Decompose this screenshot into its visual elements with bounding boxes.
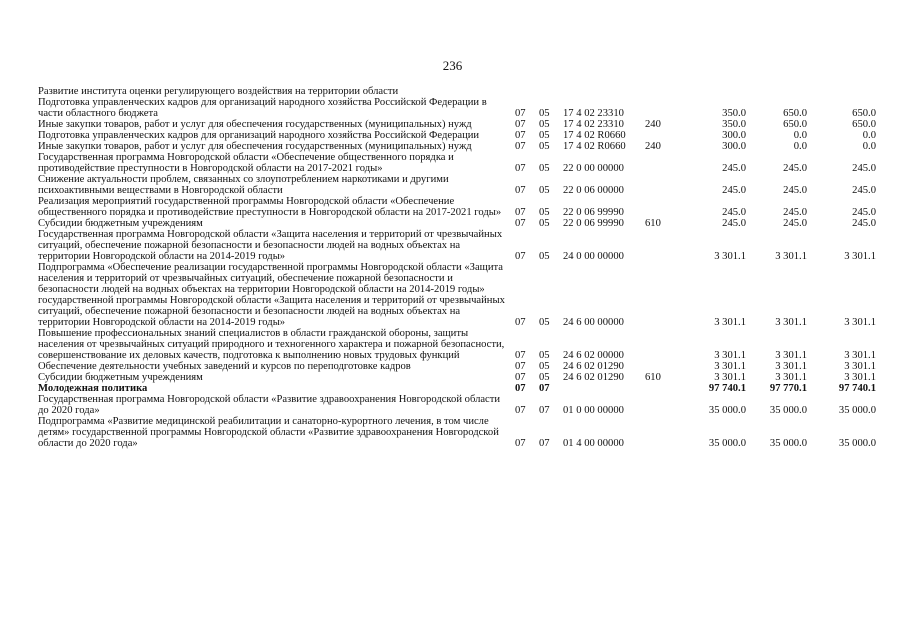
subsection-code: 05: [539, 163, 550, 174]
row-name: Обеспечение деятельности учебных заведений и курсов по переподготовке кадров: [38, 361, 411, 372]
expense-type-code: 240: [645, 119, 661, 130]
target-article-code: 01 0 00 00000: [563, 405, 624, 416]
target-article-code: 22 0 06 99990: [563, 218, 624, 229]
table-row: [38, 174, 876, 196]
row-name: Субсидии бюджетным учреждениям: [38, 372, 203, 383]
amount-year-3: 35 000.0: [838, 438, 876, 449]
section-code: 07: [515, 207, 526, 218]
amount-year-1: 300.0: [722, 130, 746, 141]
target-article-code: 24 0 00 00000: [563, 251, 624, 262]
subsection-code: 05: [539, 372, 550, 383]
amount-year-3: 245.0: [852, 207, 876, 218]
expense-type-code: [645, 196, 685, 218]
section-code: 07: [515, 141, 526, 152]
target-article-code: 01 4 00 00000: [563, 438, 624, 449]
target-article-code: 17 4 02 R0660: [563, 130, 626, 141]
amount-year-1: 350.0: [722, 119, 746, 130]
row-name: Молодежная политика: [38, 383, 148, 394]
target-article-code: [563, 383, 645, 394]
amount-year-1: 3 301.1: [714, 361, 746, 372]
amount-year-2: 650.0: [783, 108, 807, 119]
subsection-code: 05: [539, 141, 550, 152]
subsection-code: [539, 86, 563, 97]
table-row: [38, 328, 876, 361]
section-code: 07: [515, 108, 526, 119]
table-row: [38, 86, 876, 97]
amount-year-3: 650.0: [852, 119, 876, 130]
section-code: 07: [515, 218, 526, 229]
amount-year-1: 3 301.1: [714, 251, 746, 262]
section-code: 07: [515, 163, 526, 174]
expense-type-code: [645, 383, 685, 394]
expense-type-code: [645, 328, 685, 361]
amount-year-1: 3 301.1: [714, 350, 746, 361]
amount-year-2: 0.0: [793, 130, 807, 141]
expense-type-code: [645, 174, 685, 196]
expense-type-code: 240: [645, 141, 661, 152]
amount-year-2: 35 000.0: [769, 405, 807, 416]
amount-year-3: 3 301.1: [844, 361, 876, 372]
amount-year-2: 245.0: [783, 207, 807, 218]
amount-year-2: 245.0: [783, 185, 807, 196]
expense-type-code: [645, 361, 685, 372]
amount-year-3: 35 000.0: [838, 405, 876, 416]
target-article-code: 22 0 00 00000: [563, 163, 624, 174]
row-name: Государственная программа Новгородской области «Обеспечение общественного порядка и противодействие преступности в Новгородской области на 2017-2021 годы»: [38, 152, 454, 174]
subsection-code: 05: [539, 185, 550, 196]
row-name: Снижение актуальности проблем, связанных со злоупотреблением наркотиками и другими психоактивными веществами в Новгородской области: [38, 174, 449, 196]
row-name: Развитие института оценки регулирующего воздействия на территории области: [38, 86, 399, 97]
amount-year-1: 245.0: [722, 163, 746, 174]
amount-year-3: 245.0: [852, 163, 876, 174]
target-article-code: 22 0 06 00000: [563, 185, 624, 196]
table-row: [38, 394, 876, 416]
expense-type-code: [645, 130, 685, 141]
expense-type-code: [645, 262, 685, 328]
amount-year-2: 245.0: [783, 218, 807, 229]
row-name: Подготовка управленческих кадров для организаций народного хозяйства Российской Федерации в части областного бюджета: [38, 97, 487, 119]
amount-year-3: 0.0: [862, 130, 876, 141]
target-article-code: 17 4 02 R0660: [563, 141, 626, 152]
table-row: [38, 218, 876, 229]
table-row: [38, 262, 876, 328]
amount-year-2: 3 301.1: [775, 372, 807, 383]
expense-type-code: 610: [645, 218, 661, 229]
amount-year-3: 245.0: [852, 218, 876, 229]
subsection-code: 05: [539, 317, 550, 328]
row-name: Подпрограмма «Обеспечение реализации государственной программы Новгородской области «Защита населения и территорий от чрезвычайных ситуаций, обеспечение пожарной безопасности и безопасности людей на водных объектах на территории Новгородской области на 2014-2019 годы» государственной программы Новгородской области «Защита населения и территорий от чрезвычайных ситуаций, обеспечение пожарной безопасности и безопасности людей на водных объектах на территории Новгородской области на 2014-2019 годы»: [38, 262, 505, 328]
amount-year-3: 650.0: [852, 108, 876, 119]
budget-table: [38, 86, 876, 449]
expense-type-code: [645, 86, 685, 97]
section-code: 07: [515, 405, 526, 416]
amount-year-3: 97 740.1: [838, 383, 876, 394]
row-name: Иные закупки товаров, работ и услуг для обеспечения государственных (муниципальных) нужд: [38, 141, 472, 152]
row-name: Подпрограмма «Развитие медицинской реабилитации и санаторно-курортного лечения, в том числе детям» государственной программы Новгородской области «Развитие здравоохранения Новгородской области до 2020 года»: [38, 416, 499, 449]
expense-type-code: [645, 416, 685, 449]
amount-year-1: 245.0: [722, 207, 746, 218]
amount-year-3: 245.0: [852, 185, 876, 196]
section-code: 07: [515, 383, 526, 394]
amount-year-1: 35 000.0: [708, 405, 746, 416]
table-row: [38, 97, 876, 119]
section-code: 07: [515, 130, 526, 141]
expense-type-code: [645, 229, 685, 262]
subsection-code: 05: [539, 361, 550, 372]
target-article-code: 24 6 00 00000: [563, 317, 624, 328]
amount-year-1: [685, 86, 746, 97]
section-code: 07: [515, 361, 526, 372]
row-name: Субсидии бюджетным учреждениям: [38, 218, 203, 229]
subsection-code: 05: [539, 350, 550, 361]
target-article-code: 22 0 06 99990: [563, 207, 624, 218]
amount-year-2: 3 301.1: [775, 251, 807, 262]
target-article-code: 24 6 02 00000: [563, 350, 624, 361]
subsection-code: 05: [539, 108, 550, 119]
amount-year-2: 97 770.1: [769, 383, 807, 394]
amount-year-1: 35 000.0: [708, 438, 746, 449]
subsection-code: 05: [539, 218, 550, 229]
table-row: [38, 152, 876, 174]
subsection-code: 05: [539, 119, 550, 130]
amount-year-2: 3 301.1: [775, 317, 807, 328]
section-code: 07: [515, 350, 526, 361]
amount-year-1: 350.0: [722, 108, 746, 119]
amount-year-2: 3 301.1: [775, 350, 807, 361]
amount-year-3: 0.0: [862, 141, 876, 152]
target-article-code: 24 6 02 01290: [563, 372, 624, 383]
table-row: [38, 361, 876, 372]
amount-year-2: 35 000.0: [769, 438, 807, 449]
row-name: Иные закупки товаров, работ и услуг для обеспечения государственных (муниципальных) нужд: [38, 119, 472, 130]
amount-year-2: [746, 86, 807, 97]
table-row: [38, 130, 876, 141]
row-name: Повышение профессиональных знаний специалистов в области гражданской обороны, защиты населения от чрезвычайных ситуаций природного и техногенного характера и пожарной безопасности, совершенствование их деловых качеств, подготовка к выполнению новых трудовых функций: [38, 328, 505, 361]
page-number: 236: [442, 58, 463, 73]
expense-type-code: [645, 394, 685, 416]
section-code: 07: [515, 317, 526, 328]
target-article-code: 17 4 02 23310: [563, 108, 624, 119]
amount-year-1: 97 740.1: [708, 383, 746, 394]
amount-year-1: 3 301.1: [714, 372, 746, 383]
amount-year-1: 245.0: [722, 185, 746, 196]
amount-year-1: 3 301.1: [714, 317, 746, 328]
amount-year-1: 300.0: [722, 141, 746, 152]
subsection-code: 07: [539, 438, 550, 449]
amount-year-3: 3 301.1: [844, 251, 876, 262]
target-article-code: 24 6 02 01290: [563, 361, 624, 372]
table-row: [38, 372, 876, 383]
amount-year-3: 3 301.1: [844, 372, 876, 383]
subsection-code: 07: [539, 405, 550, 416]
section-code: 07: [515, 438, 526, 449]
target-article-code: 17 4 02 23310: [563, 119, 624, 130]
amount-year-3: 3 301.1: [844, 350, 876, 361]
section-code: 07: [515, 185, 526, 196]
target-article-code: [563, 86, 645, 97]
section-code: 07: [515, 119, 526, 130]
amount-year-1: 245.0: [722, 218, 746, 229]
section-code: 07: [515, 251, 526, 262]
table-row: [38, 416, 876, 449]
section-code: [515, 86, 539, 97]
amount-year-2: 245.0: [783, 163, 807, 174]
amount-year-2: 650.0: [783, 119, 807, 130]
table-row: [38, 119, 876, 130]
expense-type-code: [645, 97, 685, 119]
subsection-code: 05: [539, 251, 550, 262]
amount-year-3: 3 301.1: [844, 317, 876, 328]
amount-year-3: [807, 86, 876, 97]
table-row: [38, 196, 876, 218]
subsection-code: 07: [539, 383, 550, 394]
subsection-code: 05: [539, 130, 550, 141]
amount-year-2: 3 301.1: [775, 361, 807, 372]
row-name: Реализация мероприятий государственной программы Новгородской области «Обеспечение общественного порядка и противодействие преступности в Новгородской области на 2017-2021 годы»: [38, 196, 502, 218]
table-row: [38, 383, 876, 394]
expense-type-code: [645, 152, 685, 174]
row-name: Государственная программа Новгородской области «Развитие здравоохранения Новгородской области до 2020 года»: [38, 394, 501, 416]
row-name: Подготовка управленческих кадров для организаций народного хозяйства Российской Федерации: [38, 130, 480, 141]
row-name: Государственная программа Новгородской области «Защита населения и территорий от чрезвычайных ситуаций, обеспечение пожарной безопасности и безопасности людей на водных объектах на территории Новгородской области на 2014-2019 годы»: [38, 229, 503, 262]
table-row: [38, 229, 876, 262]
subsection-code: 05: [539, 207, 550, 218]
section-code: 07: [515, 372, 526, 383]
table-row: [38, 141, 876, 152]
amount-year-2: 0.0: [793, 141, 807, 152]
expense-type-code: 610: [645, 372, 661, 383]
